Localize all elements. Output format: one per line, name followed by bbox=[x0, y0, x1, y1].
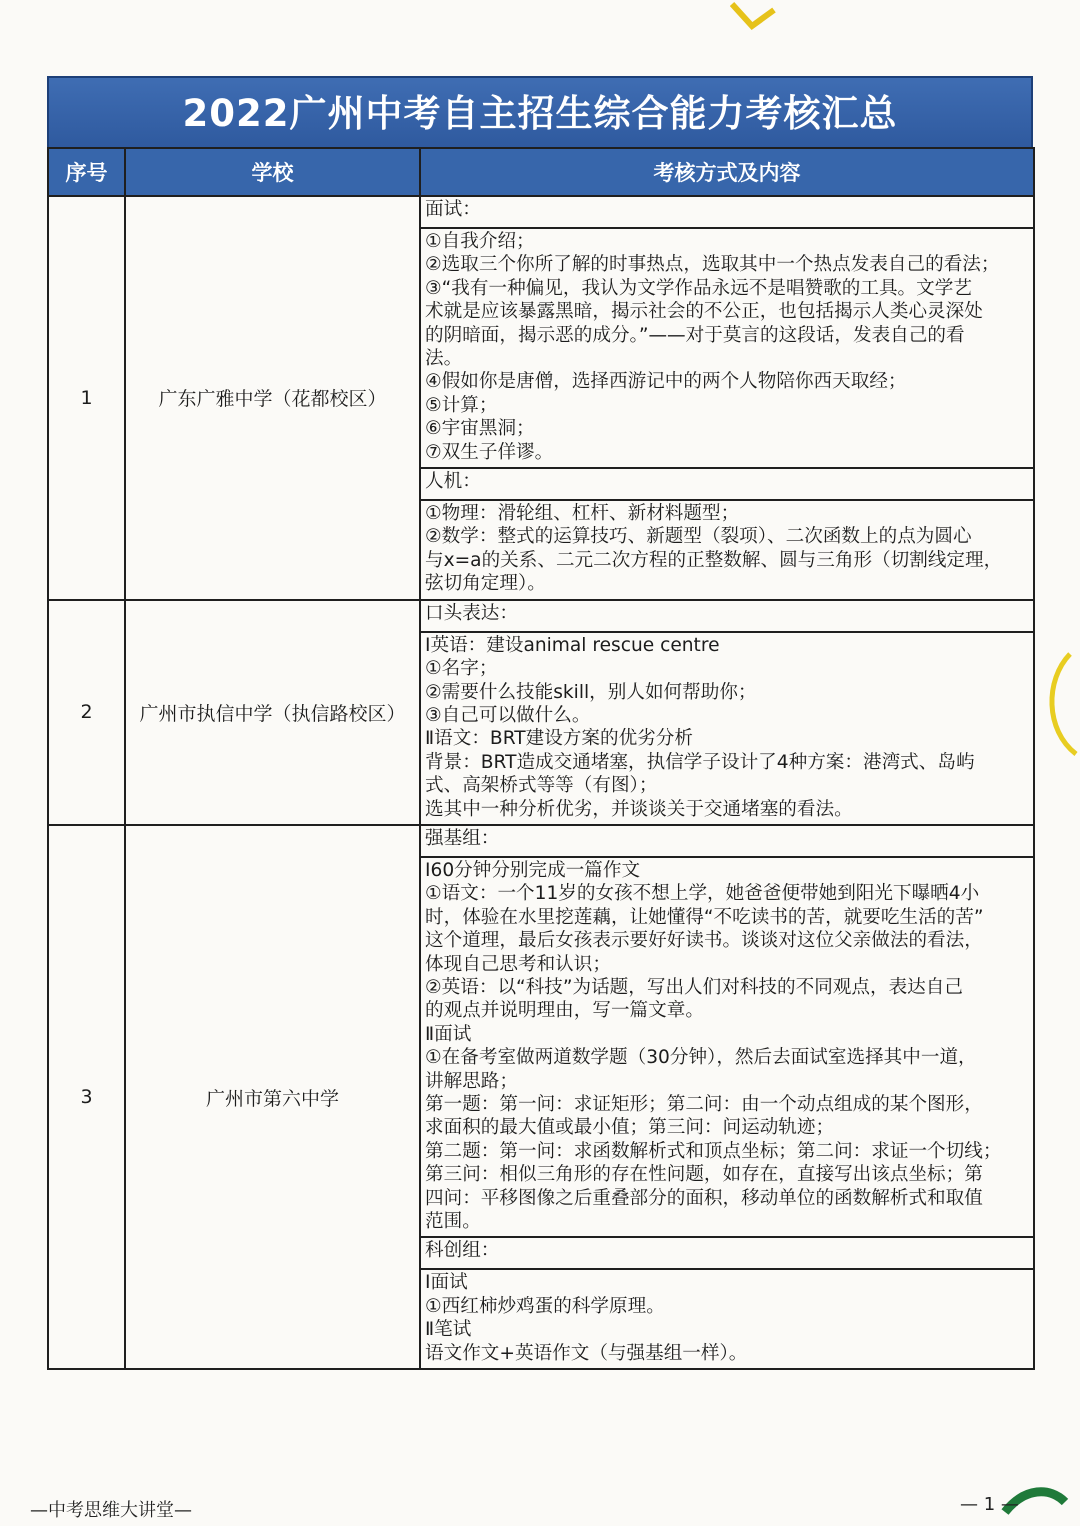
column-header-content: 考核方式及内容 bbox=[420, 148, 1034, 196]
content-line: Ⅰ英语：建设animal rescue centre bbox=[425, 634, 720, 656]
school-name: 广州市第六中学 bbox=[125, 825, 420, 1369]
content-line: ①西红柿炒鸡蛋的科学原理。 bbox=[425, 1295, 665, 1317]
content-line: Ⅱ面试 bbox=[425, 1023, 472, 1045]
content-line: 与x=a的关系、二元二次方程的正整数解、圆与三角形（切割线定理， bbox=[425, 549, 1003, 571]
content-line: 第一题：第一问：求证矩形；第二问：由一个动点组成的某个图形， bbox=[425, 1094, 983, 1115]
content-line: Ⅰ60分钟分别完成一篇作文 bbox=[425, 859, 641, 881]
section-body bbox=[421, 227, 1033, 467]
row-number: 1 bbox=[48, 196, 125, 600]
content-line: 范围。 bbox=[425, 1211, 481, 1233]
section-heading: 科创组： bbox=[421, 1236, 1033, 1268]
content-line: ④假如你是唐僧，选择西游记中的两个人物陪你西天取经； bbox=[425, 371, 907, 393]
section-heading: 面试： bbox=[425, 199, 481, 220]
content-line: 的观点并说明理由，写一篇文章。 bbox=[425, 1000, 704, 1022]
content-line: ①自我介绍； bbox=[425, 231, 535, 252]
row-number: 2 bbox=[48, 600, 125, 825]
scan-mark-right bbox=[1040, 650, 1080, 760]
table-header-row bbox=[48, 148, 1034, 196]
content-line: ③自己可以做什么。 bbox=[425, 704, 591, 726]
content-line: 语文作文+英语作文（与强基组一样）。 bbox=[425, 1342, 748, 1364]
column-header-number: 序号 bbox=[48, 148, 125, 196]
content-line: Ⅱ笔试 bbox=[425, 1319, 472, 1341]
scan-mark-top bbox=[730, 0, 790, 34]
table-row bbox=[48, 825, 1034, 1369]
section-heading: 口头表达： bbox=[425, 602, 518, 624]
content-line: ①在备考室做两道数学题（30分钟），然后去面试室选择其中一道， bbox=[425, 1047, 977, 1069]
summary-document bbox=[47, 76, 1033, 1370]
footer-brand: —中考思维大讲堂— bbox=[30, 1500, 192, 1521]
content-line: 选其中一种分析优劣，并谈谈关于交通堵塞的看法。 bbox=[425, 798, 853, 820]
content-line: 式、高架桥式等等（有图）； bbox=[425, 775, 658, 797]
school-name: 广州市执信中学（执信路校区） bbox=[125, 600, 420, 825]
row-number: 3 bbox=[48, 825, 125, 1369]
table-row bbox=[48, 600, 1034, 825]
section-body bbox=[421, 631, 1033, 824]
section-body bbox=[421, 499, 1033, 599]
content-line: 第三问：相似三角形的存在性问题，如存在，直接写出该点坐标；第 bbox=[425, 1164, 983, 1186]
content-line: ②选取三个你所了解的时事热点，选取其中一个热点发表自己的看法； bbox=[425, 254, 1000, 276]
content-line: 弦切角定理）。 bbox=[425, 573, 546, 595]
content-line: ①语文：一个11岁的女孩不想上学，她爸爸便带她到阳光下曝晒4小 bbox=[425, 883, 980, 905]
section-body bbox=[421, 1268, 1033, 1368]
content-line: ⑦双生子佯谬。 bbox=[425, 441, 554, 463]
content-line: 求面积的最大值或最小值；第三问：问运动轨迹； bbox=[425, 1117, 835, 1139]
content-line: 讲解思路； bbox=[425, 1070, 518, 1092]
assessment-content bbox=[420, 600, 1034, 825]
content-line: 这个道理，最后女孩表示要好好读书。谈谈对这位父亲做法的看法， bbox=[425, 930, 983, 952]
content-line: 时，体验在水里挖莲藕，让她懂得“不吃读书的苦，就要吃生活的苦” bbox=[425, 906, 984, 928]
content-line: Ⅰ面试 bbox=[425, 1272, 468, 1294]
content-line: 术就是应该暴露黑暗，揭示社会的不公正，也包括揭示人类心灵深处 bbox=[425, 301, 983, 323]
content-line: Ⅱ语文：BRT建设方案的优劣分析 bbox=[425, 728, 693, 750]
section-heading: 人机： bbox=[421, 467, 1033, 499]
content-line: ⑤计算； bbox=[425, 394, 498, 416]
section-heading: 强基组： bbox=[425, 827, 500, 849]
content-line: ⑥宇宙黑洞； bbox=[425, 418, 535, 440]
content-line: ②英语：以“科技”为话题，写出人们对科技的不同观点，表达自己 bbox=[425, 976, 963, 998]
content-line: ②数学：整式的运算技巧、新题型（裂项）、二次函数上的点为圆心 bbox=[425, 526, 972, 548]
table-row bbox=[48, 196, 1034, 600]
content-line: ①名字； bbox=[425, 658, 498, 680]
content-line: 法。 bbox=[425, 348, 463, 370]
content-line: 体现自己思考和认识； bbox=[425, 953, 611, 975]
column-header-school: 学校 bbox=[125, 148, 420, 196]
school-name: 广东广雅中学（花都校区） bbox=[125, 196, 420, 600]
content-line: 的阴暗面，揭示恶的成分。”——对于莫言的这段话，发表自己的看 bbox=[425, 324, 965, 346]
assessment-content bbox=[420, 196, 1034, 600]
page-number: — 1 — bbox=[960, 1494, 1019, 1515]
content-line: ①物理：滑轮组、杠杆、新材料题型； bbox=[425, 503, 740, 525]
section-body bbox=[421, 856, 1033, 1237]
content-line: 四问：平移图像之后重叠部分的面积，移动单位的函数解析式和取值 bbox=[425, 1187, 983, 1209]
content-line: ②需要什么技能skill，别人如何帮助你； bbox=[425, 681, 757, 703]
summary-table bbox=[47, 147, 1035, 1370]
content-line: ③“我有一种偏见，我认为文学作品永远不是唱赞歌的工具。文学艺 bbox=[425, 277, 972, 299]
content-line: 第二题：第一问：求函数解析式和顶点坐标；第二问：求证一个切线； bbox=[425, 1140, 1002, 1162]
content-line: 背景：BRT造成交通堵塞，执信学子设计了4种方案：港湾式、岛屿 bbox=[425, 751, 975, 773]
assessment-content bbox=[420, 825, 1034, 1369]
page-title: 2022广州中考自主招生综合能力考核汇总 bbox=[47, 76, 1033, 147]
